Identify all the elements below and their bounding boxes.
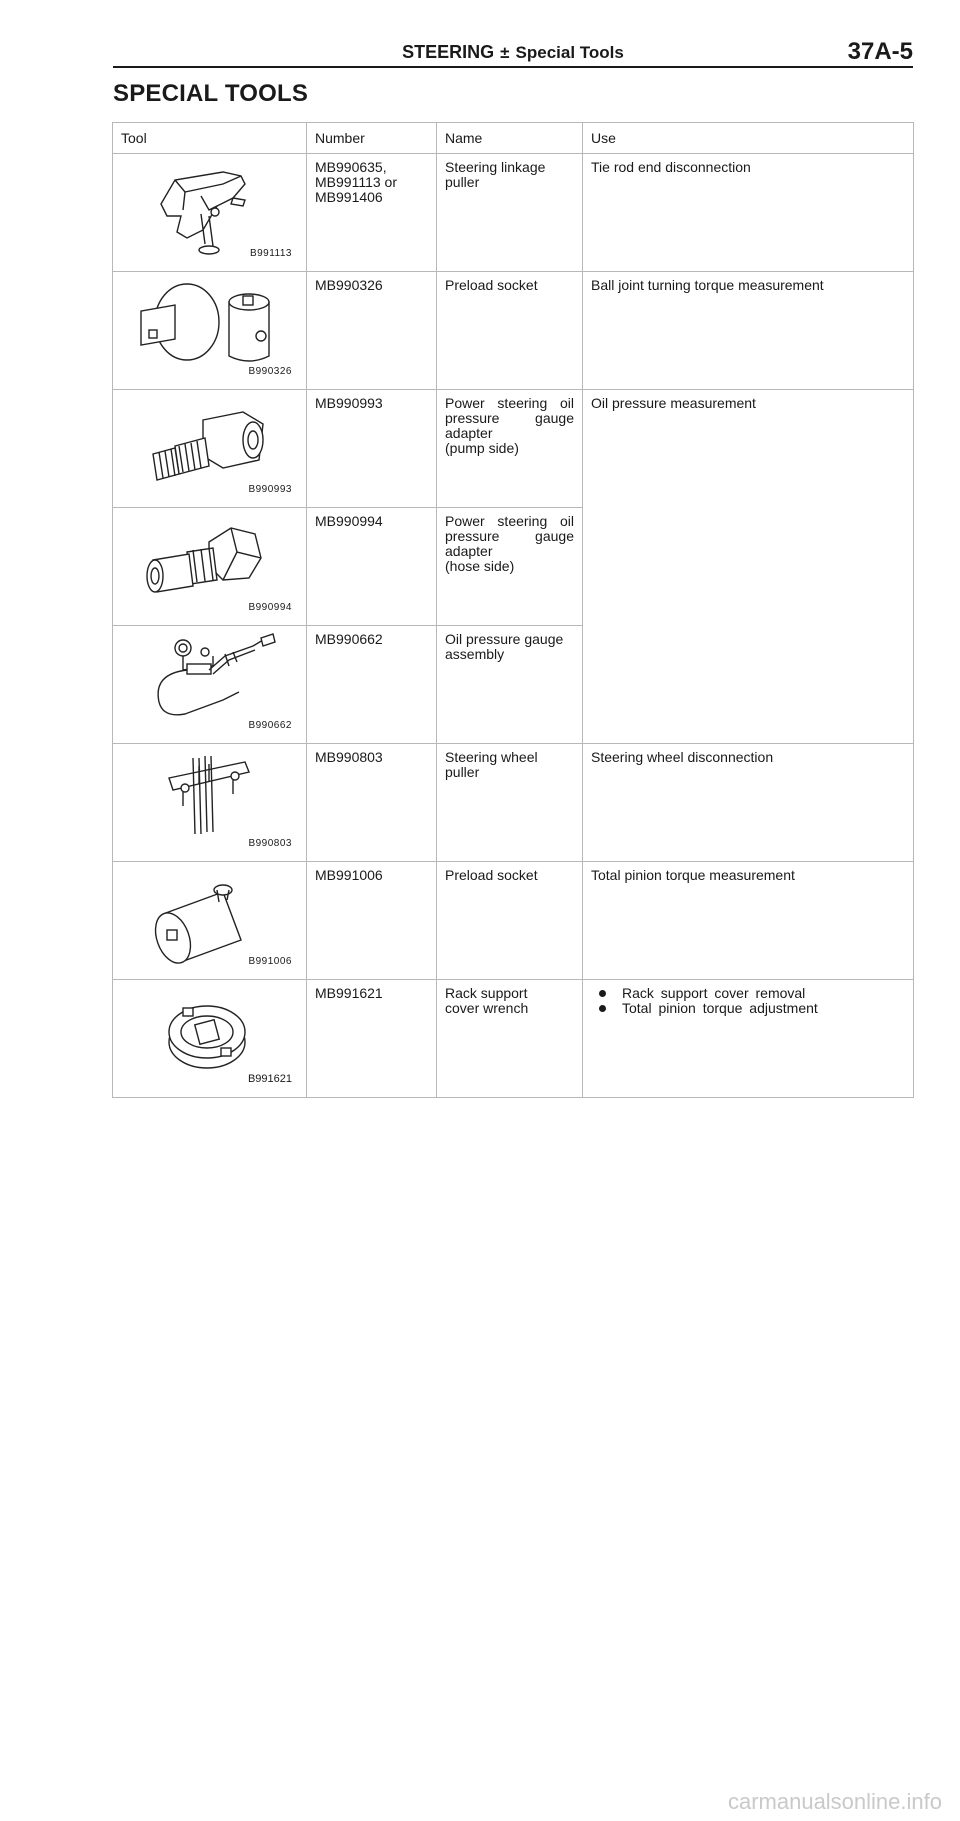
tool-name-text: Power steering oil pressure gauge adapter (pump side) xyxy=(445,395,574,456)
tool-code-label: B991006 xyxy=(248,956,292,967)
table-row xyxy=(113,390,914,508)
tool-illustration-cell xyxy=(113,272,307,390)
tool-number: MB990803 xyxy=(307,744,437,862)
tool-use: Total pinion torque measurement xyxy=(583,862,914,980)
tool-code-label: B991621 xyxy=(247,1073,292,1085)
table-row xyxy=(113,980,914,1098)
tool-number: MB990994 xyxy=(307,508,437,626)
tool-name-text: Power steering oil pressure gauge adapter (hose side) xyxy=(445,513,574,574)
tool-name: Preload socket xyxy=(437,272,583,390)
tool-code-label: B990803 xyxy=(248,838,292,849)
tool-number: MB991006 xyxy=(307,862,437,980)
tool-use xyxy=(583,980,914,1098)
header-separator: ± xyxy=(500,43,510,62)
tool-code-label: B990994 xyxy=(248,602,292,613)
list-item: Total pinion torque adjustment xyxy=(591,1001,905,1016)
tool-name-text: Steering wheel puller xyxy=(445,749,538,780)
section-title: SPECIAL TOOLS xyxy=(113,80,309,107)
column-header-number: Number xyxy=(307,123,437,154)
page-number: 37A-5 xyxy=(847,38,913,65)
tool-name xyxy=(437,154,583,272)
tool-illustration-cell xyxy=(113,390,307,508)
table-row xyxy=(113,272,914,390)
tool-number: MB990662 xyxy=(307,626,437,744)
column-header-tool: Tool xyxy=(113,123,307,154)
tool-name xyxy=(437,626,583,744)
table-header-row xyxy=(113,123,914,154)
table-row xyxy=(113,744,914,862)
tool-name xyxy=(437,390,583,508)
tool-number: MB990326 xyxy=(307,272,437,390)
table-row xyxy=(113,154,914,272)
tool-illustration-cell xyxy=(113,626,307,744)
tool-use-list xyxy=(591,986,905,1016)
tool-use: Steering wheel disconnection xyxy=(583,744,914,862)
tool-number-text: MB990635, MB991113 or MB991406 xyxy=(315,159,397,205)
tool-illustration-cell xyxy=(113,744,307,862)
tool-name-text: Rack support cover wrench xyxy=(445,985,529,1016)
tool-code-label: B991113 xyxy=(249,248,292,259)
column-header-name: Name xyxy=(437,123,583,154)
tool-use: Oil pressure measurement xyxy=(583,390,914,744)
tool-code-label: B990662 xyxy=(248,720,292,731)
special-tools-table xyxy=(112,122,914,1098)
tool-name: Preload socket xyxy=(437,862,583,980)
tool-code-label: B990326 xyxy=(248,366,292,377)
tool-use: Ball joint turning torque measurement xyxy=(583,272,914,390)
tool-name-text: Oil pressure gauge assembly xyxy=(445,631,564,662)
tool-name xyxy=(437,508,583,626)
tool-illustration-cell xyxy=(113,508,307,626)
tool-number: MB991621 xyxy=(307,980,437,1098)
tool-name xyxy=(437,980,583,1098)
list-item: Rack support cover removal xyxy=(591,986,905,1001)
tool-number xyxy=(307,154,437,272)
tool-code-label: B990993 xyxy=(248,484,292,495)
tool-name xyxy=(437,744,583,862)
table-row xyxy=(113,862,914,980)
tool-use: Tie rod end disconnection xyxy=(583,154,914,272)
watermark: carmanualsonline.info xyxy=(727,1789,942,1814)
tool-illustration-cell xyxy=(113,154,307,272)
header-section: STEERING xyxy=(402,42,495,62)
tool-number: MB990993 xyxy=(307,390,437,508)
header-subtitle: Special Tools xyxy=(515,43,624,62)
tool-illustration-cell xyxy=(113,862,307,980)
tool-name-text: Steering linkage puller xyxy=(445,159,546,190)
page-header xyxy=(113,38,913,68)
column-header-use: Use xyxy=(583,123,914,154)
header-title xyxy=(113,42,913,63)
tool-illustration-cell xyxy=(113,980,307,1098)
